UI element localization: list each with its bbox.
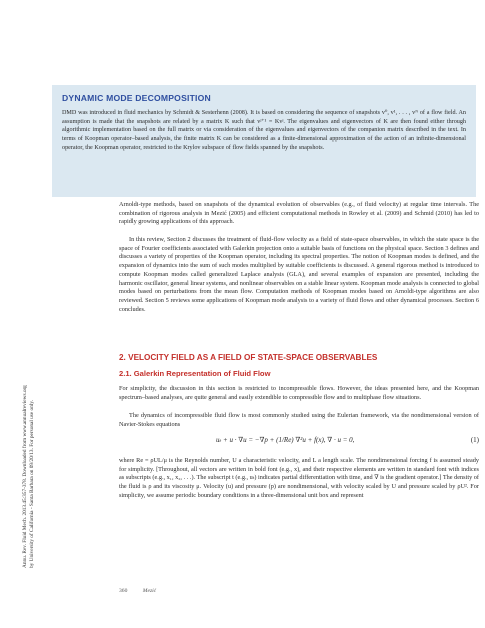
- equation-number: (1): [470, 436, 479, 444]
- page-number: 360: [119, 588, 128, 594]
- body-paragraph: In this review, Section 2 discusses the treatment of fluid-flow velocity as a field of state-space observables, in which the state space is the space of Fourier coefficients associated with Galerkin projection onto a suitable basis of functions on the physical space. Section 3 defines and discusses a variety of properties of the Koopman operator, including its spectral properties. The notion of Koopman modes is defined, and the expansion of dynamics into the sum of such modes multiplied by suitable coefficients is discussed. A general rigorous method is introduced to compute Koopman modes called generalized Laplace analysis (GLA), and several examples of expansion are presented, including the harmonic oscillator, general linear systems, and nonlinear observables on a stable linear system. Koopman mode analysis is connected to global modes based on perturbations from the mean flow. Computation methods of Koopman modes based on Arnoldi-type algorithms are also reviewed. Section 5 reviews some applications of Koopman mode analysis to a variety of fluid flows and other dynamical processes. Section 6 concludes.: [119, 236, 479, 313]
- paragraph-arnoldi: [119, 201, 479, 227]
- section-2-title: [119, 353, 479, 362]
- section-title: 2. VELOCITY FIELD AS A FIELD OF STATE-SPACE OBSERVABLES: [119, 353, 378, 362]
- equation-body: uₜ + u · ∇u = −∇p + (1/Re) ∇²u + f(x), ∇ · u = 0,: [216, 436, 355, 444]
- dmd-sidebar-box: [52, 85, 476, 197]
- paragraph-reynolds: [119, 457, 479, 501]
- body-paragraph: where Re = ρUL/μ is the Reynolds number, U a characteristic velocity, and L a length scale. The nondimensional forcing f is assumed steady for simplicity. [Throughout, all vectors are written in bold font (e.g., x), and their respective elements are written in standard font with indices as subscripts (e.g., x₁, x₂, . . .). The subscript t (e.g., uₜ) indicates partial differentiation with time, and ∇ is the gradient operator.] The density of the fluid is ρ and its viscosity μ. Velocity (u) and pressure (p) are nondimensional, with velocity scaled by U and pressure scaled by ρU². For simplicity, we assume periodic boundary conditions in a three-dimensional unit box and represent: [119, 457, 479, 499]
- navier-stokes-equation: [119, 432, 479, 450]
- paragraph-incompressible: [119, 385, 479, 402]
- subsection-2-1-title: [119, 369, 479, 378]
- download-margin-note: [22, 385, 54, 568]
- margin-note-line-2: by University of California - Santa Barbara on 09/20/13. For personal use only.: [29, 400, 36, 568]
- paragraph-review-outline: [119, 236, 479, 314]
- sidebar-text: DMD was introduced in fluid mechanics by Schmidt & Sesterhenn (2008). It is based on considering the sequence of snapshots v⁰, v¹, . . . , vᴺ of a flow field. An assumption is made that the snapshots are related by a matrix K such that vʲ⁺¹ = Kvʲ. The eigenvalues and eigenvectors of K are then found either through algorithmic implementation based on the full matrix or via consideration of the eigenvalues and eigenvectors of the companion matrix described in the text. In terms of Koopman operator–based analysis, the finite matrix K can be considered as a finite-dimensional approximation of the action of an infinite-dimensional operator, the Koopman operator, restricted to the Krylov subspace of flow fields spanned by the snapshots.: [62, 110, 466, 151]
- running-author: Mezić: [142, 588, 157, 594]
- page-footer: [119, 588, 170, 594]
- body-paragraph: For simplicity, the discussion in this section is restricted to incompressible flows. However, the ideas presented here, and the Koopman spectrum–based analyses, are quite general and easily extendible to compressible flow and to multiphase flow situations.: [119, 385, 479, 401]
- body-paragraph: The dynamics of incompressible fluid flow is most commonly studied using the Eulerian framework, via the nondimensional version of Navier-Stokes equations: [119, 412, 479, 428]
- paragraph-eulerian: [119, 412, 479, 429]
- margin-note-line-1: Annu. Rev. Fluid Mech. 2013.45:357-378. Downloaded from www.annualreviews.org: [22, 385, 28, 568]
- sidebar-heading: DYNAMIC MODE DECOMPOSITION: [62, 93, 211, 103]
- subsection-title: 2.1. Galerkin Representation of Fluid Flow: [119, 369, 271, 378]
- body-paragraph: Arnoldi-type methods, based on snapshots of the dynamical evolution of observables (e.g., of fluid velocity) at regular time intervals. The combination of rigorous analysis in Mezić (2005) and efficient computational methods in Rowley et al. (2009) and Schmid (2010) has led to rapidly growing applications of this approach.: [119, 201, 479, 226]
